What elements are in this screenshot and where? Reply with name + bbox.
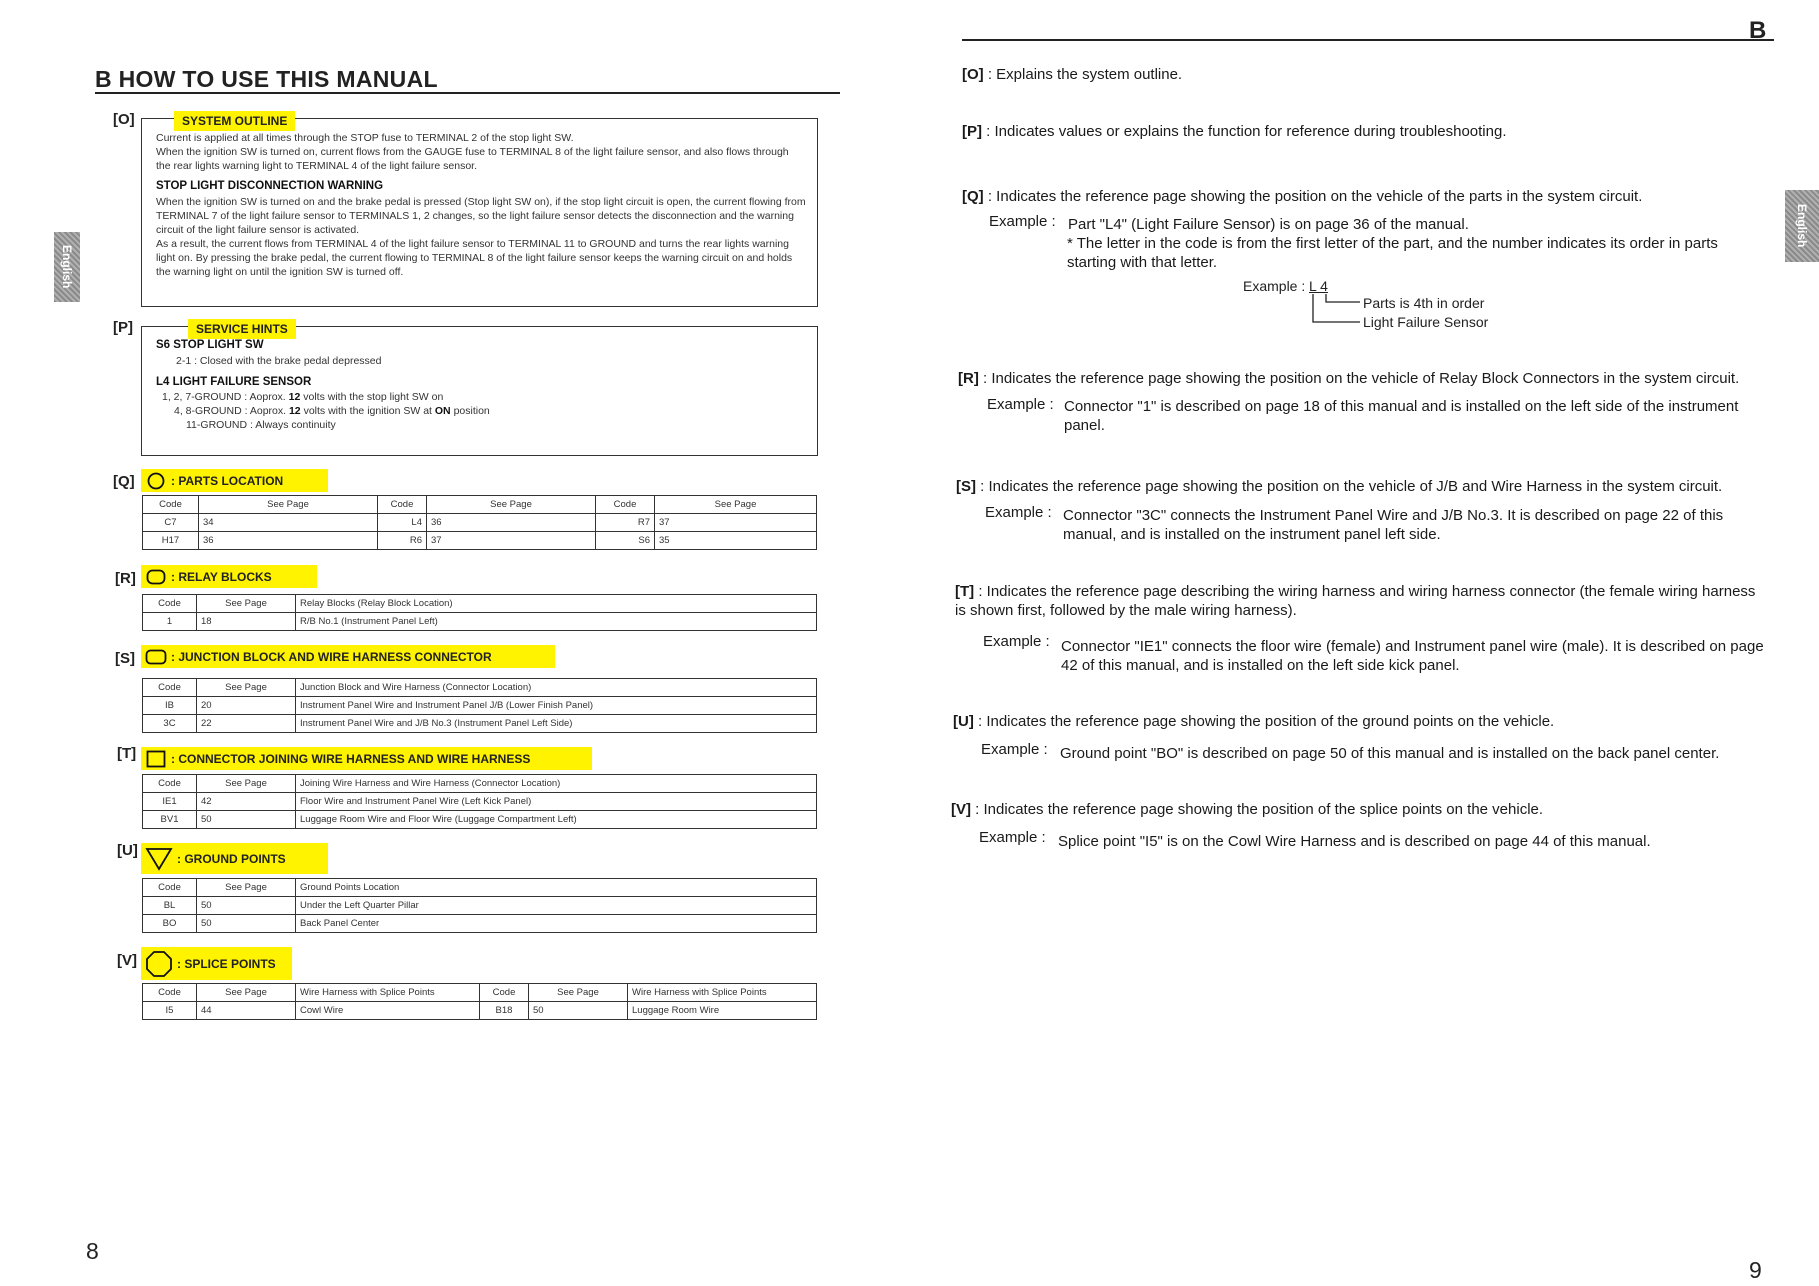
table-header-cell: See Page (529, 984, 628, 1002)
table-cell: 42 (197, 793, 296, 811)
table-row (143, 613, 817, 631)
table-cell: 50 (197, 811, 296, 829)
table-cell: 3C (143, 715, 197, 733)
example-s-text: Connector "3C" connects the Instrument Panel Wire and J/B No.3. It is described on page 22 of this manual, and is installed on the instrument panel left side. (1063, 507, 1724, 543)
table-cell: 36 (199, 532, 378, 550)
table-header-cell: Code (143, 775, 197, 793)
table-cell: Back Panel Center (296, 915, 817, 933)
relay-blocks-label: : RELAY BLOCKS (171, 569, 272, 584)
service-hints-label: SERVICE HINTS (188, 319, 296, 339)
table-header (143, 775, 817, 793)
explain-p: [P] : Indicates values or explains the function for reference during troubleshooting. (962, 123, 1507, 140)
explain-t: [T] : Indicates the reference page describing the wiring harness and wiring harness connector (the female wiring harness is shown first, followed by the male wiring harness). (955, 583, 1756, 619)
table-cell: R7 (596, 514, 655, 532)
table-cell: 50 (197, 915, 296, 933)
table-cell: Instrument Panel Wire and Instrument Panel J/B (Lower Finish Panel) (296, 697, 817, 715)
table-header-cell: See Page (655, 496, 817, 514)
parts-location-label: : PARTS LOCATION (171, 473, 284, 488)
table-header-cell: Code (143, 496, 199, 514)
table-header-cell: Ground Points Location (296, 879, 817, 897)
explain-u: [U] : Indicates the reference page showing the position of the ground points on the vehicle. (953, 713, 1555, 730)
service-hints-box (141, 326, 818, 456)
junction-block-tag (141, 645, 555, 668)
table-header-cell: See Page (197, 595, 296, 613)
example-q-note: * The letter in the code is from the first letter of the part, and the number indicates its order in parts starting with that letter. (1067, 235, 1718, 271)
system-outline-box (141, 118, 818, 307)
table-row (143, 793, 817, 811)
table-row (143, 715, 817, 733)
table-header-cell: Wire Harness with Splice Points (628, 984, 817, 1002)
rounded-rect-icon (141, 649, 171, 665)
triangle-icon (141, 847, 177, 871)
outline-para-3: When the ignition SW is turned on and the brake pedal is pressed (Stop light SW on), if the stop light circuit is open, the current flowing from TERMINAL 7 of the light failure sensor to TERMINALS 1, 2 changes, so the light failure sensor detects the disconnection and the warning circuit of the light failure sensor is activated. (156, 196, 806, 236)
splice-points-table (142, 983, 817, 1020)
explain-s: [S] : Indicates the reference page showing the position on the vehicle of J/B and Wire Harness in the system circuit. (956, 478, 1723, 495)
example-s-label: Example : (985, 504, 1052, 521)
table-cell: 37 (427, 532, 596, 550)
ground-points-label: : GROUND POINTS (177, 851, 286, 866)
table-cell: 1 (143, 613, 197, 631)
table-cell: BO (143, 915, 197, 933)
table-header-cell: Wire Harness with Splice Points (296, 984, 480, 1002)
outline-para-2: When the ignition SW is turned on, current flows from the GAUGE fuse to TERMINAL 8 of the light failure sensor, and also flows through the rear lights warning light to TERMINAL 4 of the light failure sensor. (156, 146, 789, 172)
table-header-cell: Code (143, 879, 197, 897)
table-cell: B18 (480, 1002, 529, 1020)
title-rule (95, 92, 840, 94)
table-header-cell: Code (143, 984, 197, 1002)
table-header-cell: See Page (199, 496, 378, 514)
hint-l4-line-2: 4, 8-GROUND : Aoprox. 12 volts with the ignition SW at ON position (174, 405, 490, 417)
table-row (143, 514, 817, 532)
explain-r: [R] : Indicates the reference page showing the position on the vehicle of Relay Block Connectors in the system circuit. (958, 370, 1740, 387)
table-cell: 22 (197, 715, 296, 733)
hint-l4-heading: L4 LIGHT FAILURE SENSOR (156, 376, 312, 388)
table-cell: Instrument Panel Wire and J/B No.3 (Instrument Panel Left Side) (296, 715, 817, 733)
explain-o: [O] : Explains the system outline. (962, 66, 1183, 83)
section-letter-s: [S] (115, 650, 135, 667)
table-cell: 35 (655, 532, 817, 550)
table-header-cell: See Page (197, 775, 296, 793)
example-q-label: Example : (989, 213, 1056, 230)
table-row (143, 915, 817, 933)
table-header-cell: See Page (197, 679, 296, 697)
circle-icon (141, 472, 171, 490)
diagram-line-1: Parts is 4th in order (1363, 295, 1485, 311)
table-cell: 37 (655, 514, 817, 532)
diagram-line-2: Light Failure Sensor (1363, 314, 1489, 330)
table-cell: Under the Left Quarter Pillar (296, 897, 817, 915)
example-u-text: Ground point "BO" is described on page 50 of this manual and is installed on the back panel center. (1060, 745, 1720, 762)
ground-points-table (142, 878, 817, 933)
table-header-cell: Code (143, 595, 197, 613)
table-header (143, 595, 817, 613)
hint-l4-line-3: 11-GROUND : Always continuity (186, 419, 336, 431)
example-t-label: Example : (983, 633, 1050, 650)
table-cell: 36 (427, 514, 596, 532)
table-cell: S6 (596, 532, 655, 550)
relay-blocks-table (142, 594, 817, 631)
table-header-cell: Junction Block and Wire Harness (Connector Location) (296, 679, 817, 697)
section-letter-u: [U] (117, 842, 138, 859)
hint-s6-line: 2-1 : Closed with the brake pedal depressed (176, 355, 382, 367)
example-q-text: Part "L4" (Light Failure Sensor) is on page 36 of the manual. (1068, 216, 1469, 233)
table-cell: H17 (143, 532, 199, 550)
connector-joining-label: : CONNECTOR JOINING WIRE HARNESS AND WIRE HARNESS (171, 751, 531, 766)
system-outline-label: SYSTEM OUTLINE (174, 111, 295, 131)
hint-s6-heading: S6 STOP LIGHT SW (156, 339, 264, 351)
table-cell: R/B No.1 (Instrument Panel Left) (296, 613, 817, 631)
section-letter-t: [T] (117, 745, 137, 762)
table-header (143, 984, 817, 1002)
table-row (143, 1002, 817, 1020)
ground-points-tag (141, 843, 328, 874)
table-cell: BV1 (143, 811, 197, 829)
hint-l4-line-1: 1, 2, 7-GROUND : Aoprox. 12 volts with the stop light SW on (162, 391, 444, 403)
example-u-label: Example : (981, 741, 1048, 758)
table-header-cell: Code (143, 679, 197, 697)
header-letter: B (1749, 17, 1767, 44)
junction-block-label: : JUNCTION BLOCK AND WIRE HARNESS CONNECTOR (171, 649, 492, 664)
outline-subhead: STOP LIGHT DISCONNECTION WARNING (156, 180, 384, 192)
table-cell: 34 (199, 514, 378, 532)
table-header-cell: Relay Blocks (Relay Block Location) (296, 595, 817, 613)
example-r-text: Connector "1" is described on page 18 of this manual and is installed on the left side of the instrument panel. (1064, 398, 1739, 434)
table-cell: 50 (197, 897, 296, 915)
table-cell: BL (143, 897, 197, 915)
table-cell: Luggage Room Wire (628, 1002, 817, 1020)
junction-block-table (142, 678, 817, 733)
header-rule (962, 39, 1774, 41)
table-header (143, 879, 817, 897)
page-number-left: 8 (86, 1238, 99, 1264)
outline-para-1: Current is applied at all times through the STOP fuse to TERMINAL 2 of the stop light SW. (156, 132, 574, 144)
relay-blocks-tag (141, 565, 317, 588)
parts-location-tag (141, 469, 328, 492)
example-t-text: Connector "IE1" connects the floor wire (female) and Instrument panel wire (male). It is described on page 42 of this manual, and is installed on the left side kick panel. (1061, 638, 1764, 674)
table-cell: 18 (197, 613, 296, 631)
table-header (143, 679, 817, 697)
example-v-text: Splice point "I5" is on the Cowl Wire Harness and is described on page 44 of this manual. (1058, 833, 1651, 850)
table-header-cell: See Page (427, 496, 596, 514)
table-cell: IE1 (143, 793, 197, 811)
table-row (143, 811, 817, 829)
table-cell: Luggage Room Wire and Floor Wire (Luggage Compartment Left) (296, 811, 817, 829)
diagram-code: L 4 (1309, 278, 1328, 294)
parts-location-table (142, 495, 817, 550)
example-r-label: Example : (987, 396, 1054, 413)
table-header-cell: Code (378, 496, 427, 514)
table-cell: L4 (378, 514, 427, 532)
connector-joining-table (142, 774, 817, 829)
table-header-cell: See Page (197, 879, 296, 897)
octagon-icon (141, 950, 177, 978)
table-row (143, 897, 817, 915)
table-header-cell: Code (480, 984, 529, 1002)
rounded-square-icon (141, 569, 171, 585)
section-letter-r: [R] (115, 570, 136, 587)
splice-points-tag (141, 947, 292, 980)
diagram-example-label: Example : (1243, 278, 1306, 294)
page-title: B HOW TO USE THIS MANUAL (95, 66, 438, 92)
example-v-label: Example : (979, 829, 1046, 846)
table-row (143, 697, 817, 715)
table-cell: 50 (529, 1002, 628, 1020)
explain-q: [Q] : Indicates the reference page showing the position on the vehicle of the parts in the system circuit. (962, 188, 1643, 205)
page-number-right: 9 (1749, 1257, 1762, 1283)
table-cell: R6 (378, 532, 427, 550)
section-letter-v: [V] (117, 952, 137, 969)
table-header (143, 496, 817, 514)
section-letter-o: [O] (113, 111, 135, 128)
table-header-cell: Joining Wire Harness and Wire Harness (Connector Location) (296, 775, 817, 793)
explain-v: [V] : Indicates the reference page showing the position of the splice points on the vehicle. (951, 801, 1544, 818)
table-row (143, 532, 817, 550)
language-tab-right: English (1785, 190, 1819, 262)
table-cell: IB (143, 697, 197, 715)
table-cell: I5 (143, 1002, 197, 1020)
square-icon (141, 750, 171, 768)
connector-joining-tag (141, 747, 592, 770)
splice-points-label: : SPLICE POINTS (177, 956, 276, 971)
table-cell: C7 (143, 514, 199, 532)
table-cell: 20 (197, 697, 296, 715)
table-cell: Cowl Wire (296, 1002, 480, 1020)
language-tab-left: English (54, 232, 80, 302)
table-cell: 44 (197, 1002, 296, 1020)
section-letter-p: [P] (113, 319, 133, 336)
diagram-bracket (1304, 292, 1364, 332)
table-cell: Floor Wire and Instrument Panel Wire (Left Kick Panel) (296, 793, 817, 811)
table-header-cell: See Page (197, 984, 296, 1002)
table-header-cell: Code (596, 496, 655, 514)
outline-para-4: As a result, the current flows from TERMINAL 4 of the light failure sensor to TERMINAL 11 to GROUND and turns the rear lights warning light on. By pressing the brake pedal, the current flowing to TERMINAL 8 of the light failure sensor keeps the warning circuit on and holds the warning light on until the ignition SW is turned off. (156, 238, 793, 278)
section-letter-q: [Q] (113, 473, 135, 490)
